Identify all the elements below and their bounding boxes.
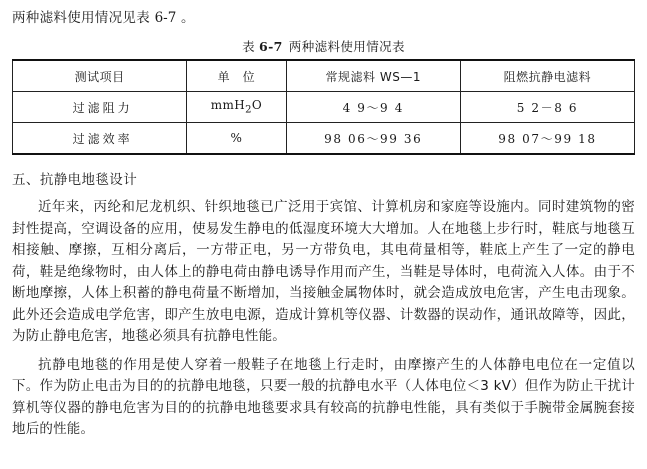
lead-line-text-after: 。: [180, 10, 195, 26]
table-cell-regular: 4 9～9 4: [286, 92, 460, 123]
paragraph-1: 近年来，丙纶和尼龙机织、针织地毯已广泛用于宾馆、计算机房和家庭等设施内。同时建筑物的密封性提高，空调设备的应用，使易发生静电的低湿度环境大大增加。人在地毯上步行时，鞋底与地毯互相接触、摩擦，互相分离后，一方带正电，另一方带负电，其电荷量相等，鞋底上产生了一定的静电荷，鞋是绝缘物时，由人体上的静电荷由静电诱导作用而产生，当鞋是导体时，电荷流入人体。由于不断地摩擦，人体上积蓄的静电荷量不断增加，当接触金属物体时，就会造成放电危害，产生电击现象。此外还会造成电学危害，即产生放电电源，造成计算机等仪器、计数器的误动作，通讯故障等，因此，为防止静电危害，地毯必须具有抗静电性能。: [12, 199, 635, 344]
table-caption-title: 两种滤料使用情况表: [288, 39, 405, 54]
document-page: [0, 8, 647, 469]
table-row: [13, 92, 635, 123]
section-title: 抗静电地毯设计: [39, 172, 138, 188]
table-caption: [0, 37, 647, 55]
table-cell-regular: 98 06～99 36: [286, 123, 460, 155]
table-column-header-item: 测试项目: [13, 60, 187, 92]
table-caption-label: 表: [242, 39, 255, 54]
table-header-row: [13, 60, 635, 92]
body-text-block: [0, 197, 647, 441]
lead-line: [12, 8, 647, 28]
table-caption-number: 6-7: [259, 39, 283, 54]
table-cell-unit: %: [187, 123, 287, 155]
lead-line-text-before: 两种滤料使用情况见表: [12, 10, 150, 26]
paragraph-2: 抗静电地毯的作用是使人穿着一般鞋子在地毯上行走时，由摩擦产生的人体静电电位在一定值以下。作为防止电击为目的的抗静电地毯，只要一般的抗静电水平（人体电位＜3 kV）但作为防止干扰计算机等仪器的静电危害为目的的抗静电地毯要求具有较高的抗静电性能，具有类似于手腕带金属腕套接地后的性能。: [12, 356, 635, 437]
table-column-header-antistatic: 阻燃抗静电滤料: [460, 60, 634, 92]
table-column-header-unit: 单 位: [187, 60, 287, 92]
table-cell-antistatic: 98 07～99 18: [460, 123, 634, 155]
table-column-header-regular: 常规滤料 WS—1: [286, 60, 460, 92]
table-row: [13, 123, 635, 155]
table-cell-item: 过滤阻力: [13, 92, 187, 123]
section-number: 五、: [12, 172, 40, 188]
filter-media-table: [12, 59, 635, 155]
table-cell-unit: mmH$_2$O: [187, 92, 287, 123]
table-cell-item: 过滤效率: [13, 123, 187, 155]
table-reference: 6-7: [154, 10, 177, 26]
table-cell-antistatic: 5 2－8 6: [460, 92, 634, 123]
section-heading: [12, 170, 647, 190]
